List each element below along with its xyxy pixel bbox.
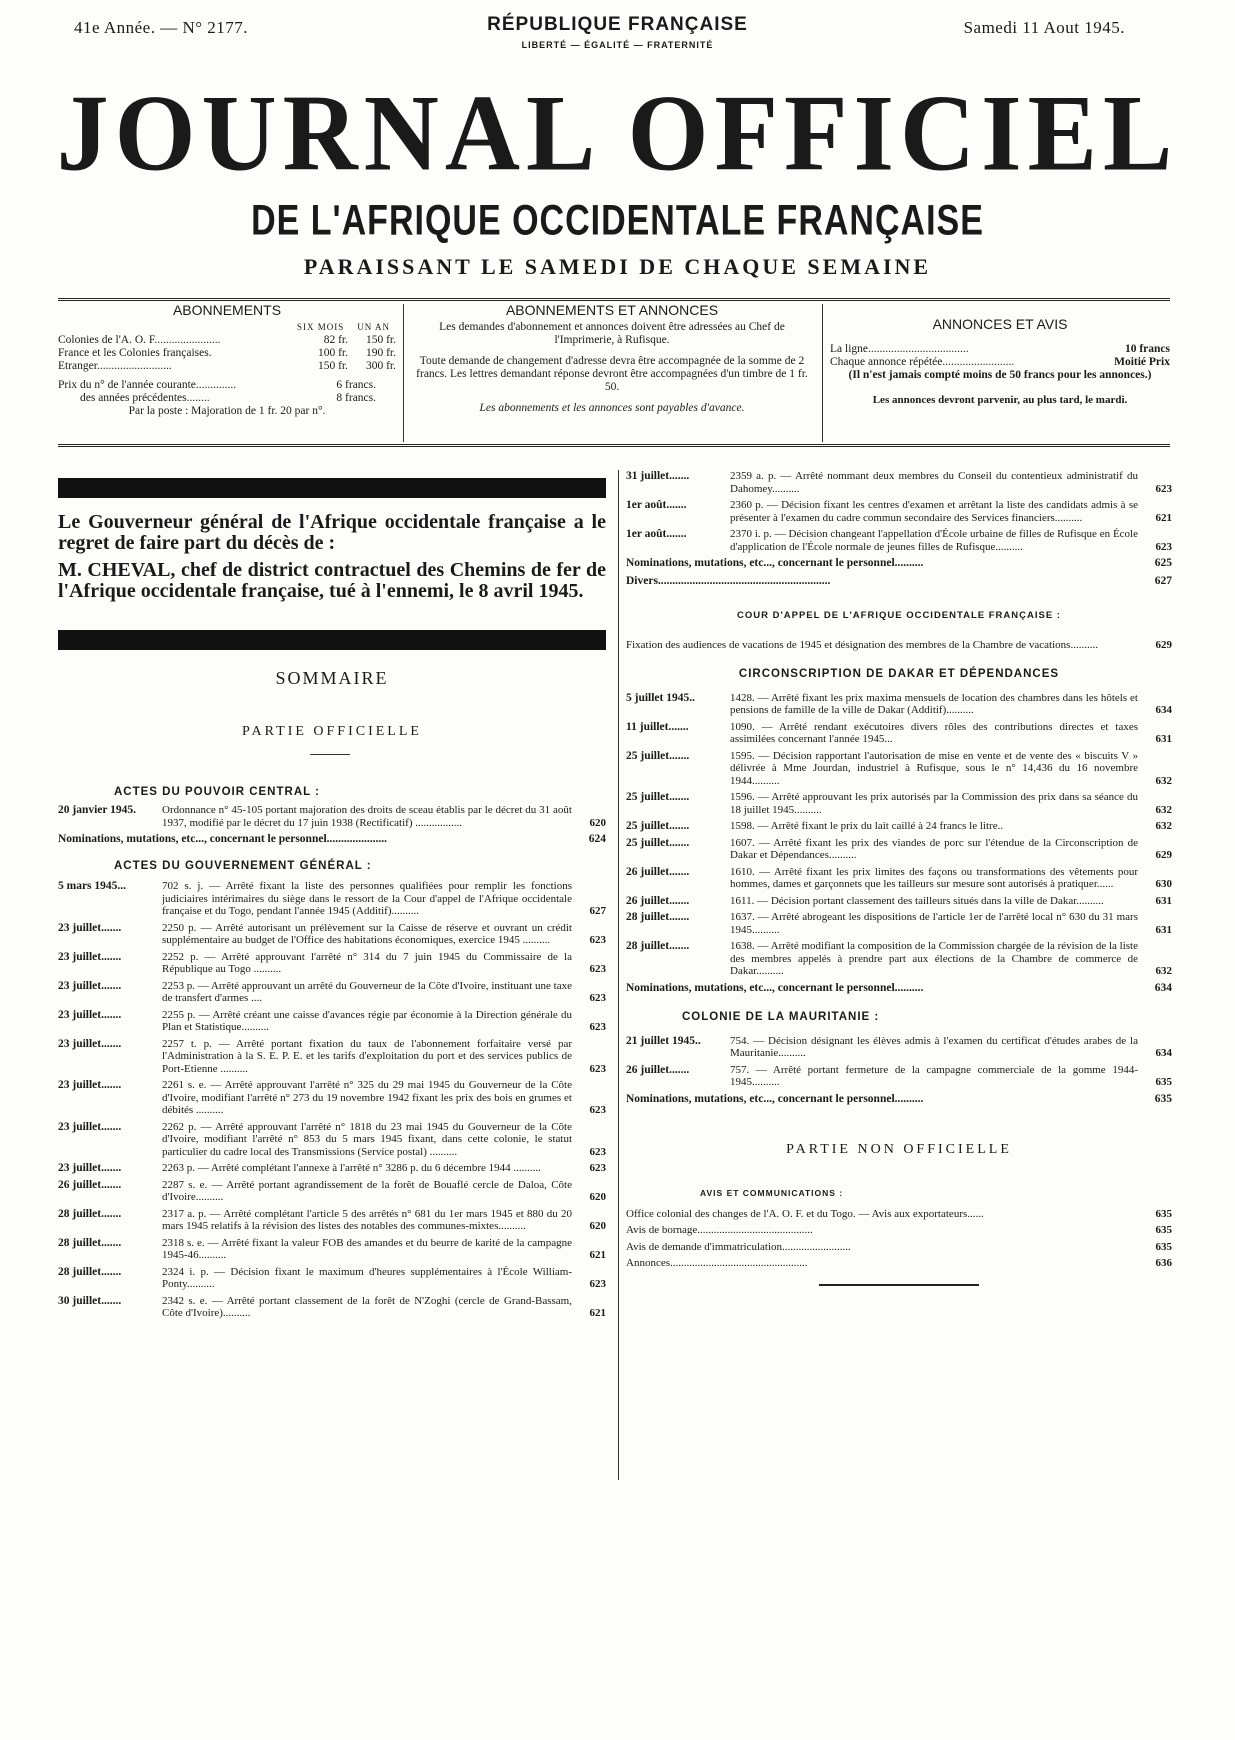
col-six-months: SIX MOIS: [296, 322, 345, 332]
toc-entry: 26 juillet....... 757. — Arrêté portant fermeture de la campagne commerciale de la gomme 1944-1945.......... 635: [626, 1063, 1172, 1088]
toc-entry: 23 juillet....... 2257 t. p. — Arrêté portant fixation du taux de l'abonnement forfaitaire versé par l'Administration à la S. E. P. E. et les tarifs d'exploitation du port et des services publics de Port-Etienne .......... 623: [58, 1037, 606, 1075]
col-one-year: UN AN: [357, 322, 390, 332]
toc-entry: 23 juillet....... 2252 p. — Arrêté approuvant l'arrêté n° 314 du 7 juin 1945 du Commissaire de la République au Togo .......... 623: [58, 950, 606, 975]
notice-intro: Le Gouverneur général de l'Afrique occidentale française a le regret de faire part du décès de :: [58, 511, 606, 554]
toc-entry: 5 juillet 1945.. 1428. — Arrêté fixant les prix maxima mensuels de location des chambres dans les hôtels et pensions de famille de la ville de Dakar (Additif).......... 634: [626, 691, 1172, 716]
toc-entry: 28 juillet....... 1638. — Arrêté modifiant la composition de la Commission chargée de la révision de la liste des membres appelés à prendre part aux élections de la Chambre de commerce de Dakar.......... 632: [626, 940, 1172, 977]
toc-entry: 1er août....... 2360 p. — Décision fixant les centres d'examen et arrêtant la liste des candidats admis à se présenter à l'examen du cadre commun secondaire des Services financiers.......... 621: [626, 499, 1172, 524]
ads-row: La ligne................................... 10 francs: [830, 343, 1170, 355]
right-toc: [626, 470, 1172, 1286]
toc-entry: 30 juillet....... 2342 s. e. — Arrêté portant classement de la forêt de N'Zoghi (cercle de Grand-Bassam, Côte d'Ivoire).......... 621: [58, 1294, 606, 1319]
ads-box: [830, 304, 1170, 440]
subscriptions-column-headers: [58, 321, 396, 334]
toc-entry: 23 juillet....... 2253 p. — Arrêté approuvant un arrêté du Gouverneur de la Côte d'Ivoire, instituant une taxe de transfert d'armes .... 623: [58, 979, 606, 1004]
toc-entry: Office colonial des changes de l'A. O. F. et du Togo. — Avis aux exportateurs...... 635: [626, 1207, 1172, 1220]
non-official-heading: PARTIE NON OFFICIELLE: [786, 1141, 1012, 1157]
gov-general-heading: ACTES DU GOUVERNEMENT GÉNÉRAL :: [114, 860, 372, 872]
toc-entry: 11 juillet....... 1090. — Arrêté rendant exécutoires divers rôles des contributions directes et taxes assimilées concernant l'année 1945... 631: [626, 720, 1172, 745]
court-heading: COUR D'APPEL DE L'AFRIQUE OCCIDENTALE FRANÇAISE :: [737, 610, 1061, 621]
masthead-subtitle: DE L'AFRIQUE OCCIDENTALE FRANÇAISE: [251, 197, 984, 245]
left-toc: [58, 786, 606, 1324]
toc-entry: Avis de demande d'immatriculation......................... 635: [626, 1240, 1172, 1253]
column-divider: [618, 470, 619, 1480]
address-change-note: Toute demande de changement d'adresse devra être accompagnée de la somme de 2 francs. Les lettres demandant réponse devront être accompagnées d'un timbre de 1 fr. 50.: [416, 355, 808, 393]
toc-nominations: Nominations, mutations, etc..., concernant le personnel..................... 624: [58, 833, 606, 845]
central-power-heading: ACTES DU POUVOIR CENTRAL :: [114, 786, 320, 798]
toc-entry: 23 juillet....... 2262 p. — Arrêté approuvant l'arrêté n° 1818 du 23 mai 1945 du Gouverneur de la Côte d'Ivoire, modifiant l'arrêté n° 853 du 5 mars 1945 fixant, dans cette colonie, le statut particulier du cadre local des Transmissions (Service postal) .......... 623: [58, 1120, 606, 1158]
subscription-row: Etranger.......................... 150 fr. 300 fr.: [58, 360, 396, 372]
header-rule-top: [58, 298, 1170, 301]
republic-heading: RÉPUBLIQUE FRANÇAISE: [487, 14, 748, 35]
box-divider: [403, 304, 404, 442]
subscription-row: France et les Colonies françaises. 100 fr. 190 fr.: [58, 347, 396, 359]
toc-entry: 26 juillet....... 1610. — Arrêté fixant les prix limites des façons ou transformations des vêtements pour hommes, dames et garçonnets que les tailleurs sur mesure sont autorisés à pratiquer...... 630: [626, 865, 1172, 890]
toc-entry: 28 juillet....... 1637. — Arrêté abrogeant les dispositions de l'article 1er de l'arrêté local n° 630 du 31 mars 1945.......... 631: [626, 911, 1172, 936]
ads-title: ANNONCES ET AVIS: [932, 316, 1068, 332]
subscriptions-title: ABONNEMENTS: [172, 302, 282, 318]
toc-entry: 23 juillet....... 2263 p. — Arrêté complétant l'annexe à l'arrêté n° 3286 p. du 6 décembre 1944 .......... 623: [58, 1162, 606, 1174]
postage-note: Par la poste : Majoration de 1 fr. 20 par n°.: [128, 405, 326, 417]
dakar-list: [626, 692, 1172, 978]
subscriptions-box: [58, 304, 396, 440]
subscriptions-ads-title: ABONNEMENTS ET ANNONCES: [505, 302, 719, 318]
notices-heading: AVIS ET COMMUNICATIONS :: [700, 1187, 844, 1198]
toc-entry: 28 juillet....... 2324 i. p. — Décision fixant le maximum d'heures supplémentaires à l'École William-Ponty.......... 623: [58, 1265, 606, 1290]
toc-entry: 26 juillet....... 2287 s. e. — Arrêté portant agrandissement de la forêt de Bouaflé cercle de Daloa, Côte d'Ivoire.......... 620: [58, 1178, 606, 1203]
toc-nominations: Nominations, mutations, etc..., concernant le personnel.......... 634: [626, 981, 1172, 994]
summary-heading: SOMMAIRE: [275, 668, 389, 688]
toc-entry: 23 juillet....... 2255 p. — Arrêté créant une caisse d'avances régie par économie à la Direction générale du Plan et Statistique.......... 623: [58, 1008, 606, 1033]
ads-minimum-note: (Il n'est jamais compté moins de 50 francs pour les annonces.): [848, 369, 1152, 381]
masthead-title: JOURNAL OFFICIEL: [56, 73, 1179, 194]
payment-note: Les abonnements et les annonces sont payables d'avance.: [479, 402, 745, 414]
gov-general-list: [58, 880, 606, 1320]
subscriptions-ads-box: [410, 304, 814, 440]
subscription-row: Colonies de l'A. O. F....................... 82 fr. 150 fr.: [58, 334, 396, 346]
toc-divers: Divers............................................................ 627: [626, 575, 1172, 587]
issue-date: Samedi 11 Aout 1945.: [963, 18, 1125, 37]
dakar-heading: CIRCONSCRIPTION DE DAKAR ET DÉPENDANCES: [738, 667, 1060, 680]
toc-entry: 23 juillet....... 2250 p. — Arrêté autorisant un prélèvement sur la Caisse de réserve et ouvrant un crédit supplémentaire au budget de l'Office des habitations économiques, exercice 1945 .......... 623: [58, 921, 606, 946]
toc-entry: 5 mars 1945... 702 s. j. — Arrêté fixant la liste des personnes qualifiées pour remplir les fonctions judiciaires intérimaires du siège dans le ressort de la Cour d'appel de l'Afrique occidentale française et du Togo, pendant l'année 1945 (Additif).......... 627: [58, 880, 606, 917]
toc-entry: 28 juillet....... 2318 s. e. — Arrêté fixant la valeur FOB des amandes et du beurre de karité de la campagne 1945-46.......... 621: [58, 1236, 606, 1261]
mauritania-list: [626, 1035, 1172, 1089]
mauritania-heading: COLONIE DE LA MAURITANIE :: [682, 1010, 880, 1023]
box-divider: [822, 304, 823, 442]
toc-entry: 31 juillet....... 2359 a. p. — Arrêté nommant deux membres du Conseil du contentieux administratif du Dahomey.......... 623: [626, 470, 1172, 495]
toc-entry: 23 juillet....... 2261 s. e. — Arrêté approuvant l'arrêté n° 325 du 29 mai 1945 du Gouverneur de la Côte d'Ivoire, modifiant l'arrêté n° 273 du 19 novembre 1942 fixant les prix des bois en grumes et débités .......... 623: [58, 1079, 606, 1116]
toc-entry: Annonces.................................................. 636: [626, 1257, 1172, 1269]
notices-list: [626, 1208, 1172, 1270]
price-row: des années précédentes........ 8 francs.: [80, 392, 376, 404]
toc-entry: 28 juillet....... 2317 a. p. — Arrêté complétant l'article 5 des arrêtés n° 681 du 1er mars 1945 et 880 du 20 mars 1945 relatifs à la révision des listes des notables des communes-mixtes.......... 620: [58, 1207, 606, 1232]
toc-nominations: Nominations, mutations, etc..., concernant le personnel.......... 625: [626, 557, 1172, 569]
header-rule-bottom: [58, 444, 1170, 447]
notice-person: M. CHEVAL, chef de district contractuel des Chemins de fer de l'Afrique occidentale française, tué à l'ennemi, le 8 avril 1945.: [58, 559, 606, 602]
right-entries-list: [626, 470, 1172, 553]
toc-entry: 21 juillet 1945.. 754. — Décision désignant les élèves admis à l'examen du certificat d'études arabes de la Mauritanie.......... 634: [626, 1034, 1172, 1059]
toc-entry: 25 juillet....... 1595. — Décision rapportant l'autorisation de mise en vente et de vente des « biscuits V » délivrée à Mme Jourdan, industriel à Rufisque, sous le n° 14,436 du 16 novembre 1944.......... 632: [626, 749, 1172, 787]
toc-entry: 25 juillet....... 1598. — Arrêté fixant le prix du lait caillé à 24 francs le litre.. 632: [626, 820, 1172, 832]
toc-entry: Fixation des audiences de vacations de 1945 et désignation des membres de la Chambre de vacations.......... 629: [626, 639, 1172, 651]
toc-entry: Avis de bornage.......................................... 635: [626, 1224, 1172, 1236]
price-row: Prix du n° de l'année courante.............. 6 francs.: [58, 379, 376, 391]
publication-frequency: PARAISSANT LE SAMEDI DE CHAQUE SEMAINE: [303, 254, 932, 279]
issue-number: 41e Année. — N° 2177.: [74, 18, 249, 37]
toc-entry: 25 juillet....... 1607. — Arrêté fixant les prix des viandes de porc sur l'étendue de la Circonscription de Dakar et Dépendances.......... 629: [626, 836, 1172, 861]
toc-entry: 20 janvier 1945. Ordonnance n° 45-105 portant majoration des droits de sceau établis par le décret du 31 août 1937, modifié par le décret du 17 juin 1938 (Rectificatif) ................. 620: [58, 804, 606, 829]
mourning-bar-top: [58, 478, 606, 498]
toc-entry: 25 juillet....... 1596. — Arrêté approuvant les prix autorisés par la Commission des prix dans sa séance du 18 juillet 1945.......... 632: [626, 791, 1172, 816]
toc-entry: 26 juillet....... 1611. — Décision portant classement des tailleurs situés dans la ville de Dakar.......... 631: [626, 894, 1172, 907]
toc-nominations: Nominations, mutations, etc..., concernant le personnel.......... 635: [626, 1092, 1172, 1105]
address-note: Les demandes d'abonnement et annonces doivent être adressées au Chef de l'Imprimerie, à Rufisque.: [439, 321, 785, 346]
ads-deadline-note: Les annonces devront parvenir, au plus tard, le mardi.: [872, 394, 1128, 406]
mourning-bar-bottom: [58, 630, 606, 650]
divider: [310, 754, 350, 755]
death-notice: [58, 512, 606, 608]
end-ornament: [819, 1284, 979, 1286]
motto: LIBERTÉ — ÉGALITÉ — FRATERNITÉ: [521, 40, 714, 50]
toc-entry: 1er août....... 2370 i. p. — Décision changeant l'appellation d'École urbaine de filles de Rufisque en École d'application de l'École normale de jeunes filles de Rufisque.......... 623: [626, 528, 1172, 553]
official-part-heading: PARTIE OFFICIELLE: [242, 724, 422, 739]
ads-row: Chaque annonce répétée......................... Moitié Prix: [830, 356, 1170, 368]
